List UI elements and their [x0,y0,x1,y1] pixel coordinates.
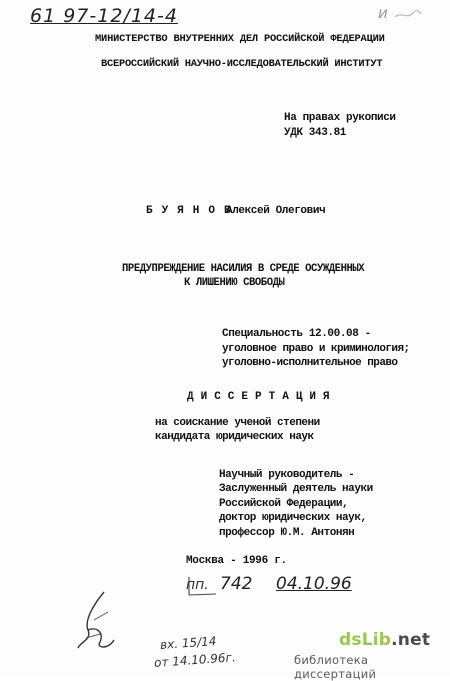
dslib-logo-tld: .net [391,630,431,650]
dissertation-heading: Д И С С Е Р Т А Ц И Я [187,391,330,403]
handwritten-stamp-date: 04.10.96 [276,574,352,594]
handwritten-stamp-prefix: пп. [186,577,209,593]
dslib-logo-main: dsLib [339,630,392,650]
udc-code: УДК 343.81 [284,127,347,139]
dslib-logo [339,630,430,650]
pencil-mark-icon [393,8,423,22]
handwritten-intake-note-line2: от 14.10.96г. [153,650,237,670]
specialty-line1: Специальность 12.00.08 - [222,328,371,340]
specialty-line3: уголовно-исполнительное право [222,357,398,369]
signature-scribble-icon [74,590,120,652]
handwritten-corner-mark: и [378,4,388,22]
stamp-box-icon [186,575,220,597]
supervisor-line2: Заслуженный деятель науки [219,483,373,495]
handwritten-archive-code: 61 97-12/14-4 [30,5,178,27]
dissertation-title-line1: ПРЕДУПРЕЖДЕНИЕ НАСИЛИЯ В СРЕДЕ ОСУЖДЕННЫХ [122,263,365,275]
place-and-year: Москва - 1996 г. [186,555,287,567]
specialty-line2: уголовное право и криминология; [222,343,410,355]
degree-line1: на соискание ученой степени [155,417,320,429]
manuscript-rights: На правах рукописи [284,112,396,124]
ministry-heading: МИНИСТЕРСТВО ВНУТРЕННИХ ДЕЛ РОССИЙСКОЙ ФЕДЕРАЦИИ [95,33,385,45]
institute-heading: ВСЕРОССИЙСКИЙ НАУЧНО-ИССЛЕДОВАТЕЛЬСКИЙ ИНСТИТУТ [101,58,383,70]
handwritten-intake-note-line1: вх. 15/14 [159,634,217,652]
supervisor-line1: Научный руководитель - [219,469,355,481]
supervisor-line3: Российской Федерации, [219,498,349,510]
author-given-names: Алексей Олегович [226,205,326,217]
supervisor-line5: профессор Ю.М. Антонян [219,527,355,539]
dissertation-title-line2: К ЛИШЕНИЮ СВОБОДЫ [184,277,285,289]
handwritten-stamp-number: 742 [220,574,253,594]
author-surname: Б У Я Н О В [146,205,232,217]
dslib-tagline: библиотека диссертаций [294,653,377,681]
supervisor-line4: доктор юридических наук, [219,512,367,524]
degree-line2: кандидата юридических наук [155,431,314,443]
